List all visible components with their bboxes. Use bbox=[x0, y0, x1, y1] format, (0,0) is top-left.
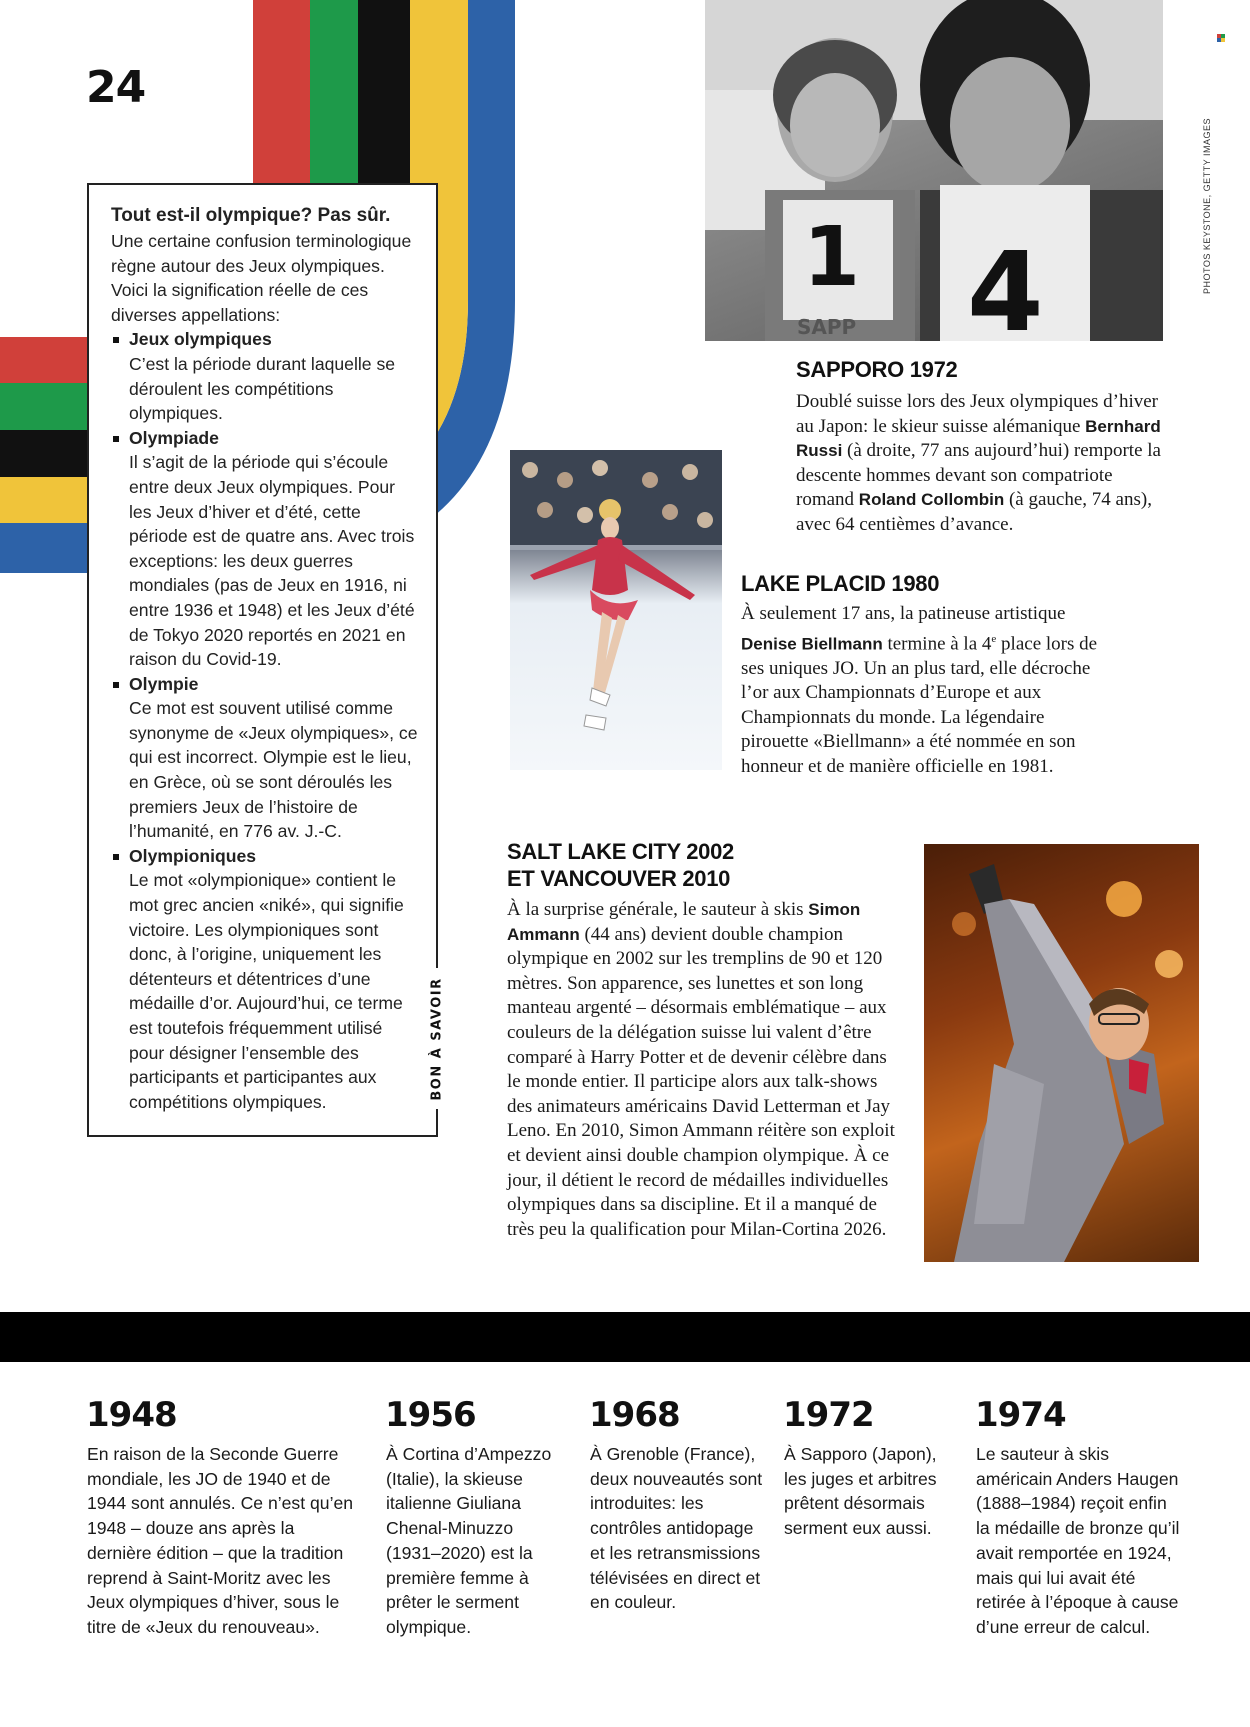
timeline-text: À Cortina d’Ampezzo (Italie), la skieuse italienne Giuliana Chenal-Minuzzo (1931–2020) est la première femme à prêter le serment olympique. bbox=[386, 1444, 552, 1637]
text-fragment: (à droite, 77 ans aujourd’hui) remporte la descente hommes devant son compatriote romand bbox=[796, 440, 1161, 511]
bib-number-right: 4 bbox=[967, 228, 1044, 341]
section-title-lake-placid: LAKE PLACID 1980 bbox=[741, 571, 940, 596]
name-simon-ammann: Simon Ammann bbox=[507, 900, 861, 944]
bib-number-left: 1 bbox=[803, 210, 861, 305]
title-line: SALT LAKE CITY 2002 bbox=[507, 839, 734, 864]
term-label: Olympiade bbox=[111, 426, 422, 451]
text-fragment: Doublé suisse lors des Jeux olympiques d’hiver au Japon: le skieur suisse alémanique bbox=[796, 391, 1159, 437]
photo-sapporo-skiers bbox=[705, 0, 1163, 341]
section-body-lake-placid bbox=[741, 602, 1111, 779]
section-title-salt-lake bbox=[507, 838, 734, 892]
term-definition: Il s’agit de la période qui s’écoule entre deux Jeux olympiques. Pour les Jeux d’hiver et d’été, cette période est de quatre ans. Avec trois exceptions: les deux guerres mondiales (pas de Jeux en 1916, ni entre 1936 et 1948) et les Jeux d’été de Tokyo 2020 reportés en 2021 en raison du Covid-19. bbox=[129, 452, 415, 670]
stripe-red-horizontal bbox=[0, 337, 90, 383]
logo-mark-icon bbox=[1217, 34, 1225, 42]
timeline-year: 1948 bbox=[86, 1395, 177, 1435]
timeline-text: À Grenoble (France), deux nouveautés sont introduites: les contrôles antidopage et les retransmissions télévisées en direct et en couleur. bbox=[590, 1444, 763, 1613]
text-fragment: (44 ans) devient double champion olympique en 2002 sur les tremplins de 90 et 120 mètres. Son apparence, ses lunettes et son long manteau argenté – désormais emblématique – aux couleurs de la délégation suisse lui valent d’être comparé à Harry Potter et de devenir célèbre dans le monde entier. Il participe alors aux talk-shows des animateurs américains David Letterman et Jay Leno. En 2010, Simon Ammann réitère son exploit et devient ainsi double champion olympique. À ce jour, il détient le record de médailles individuelles olympiques dans sa discipline. Et il a manqué de très peu la qualification pour Milan-Cortina 2026. bbox=[507, 923, 895, 1240]
info-box bbox=[87, 183, 438, 1137]
page-number: 24 bbox=[86, 62, 146, 113]
section-title-sapporo: SAPPORO 1972 bbox=[796, 357, 958, 382]
stripe-black-horizontal bbox=[0, 430, 90, 477]
list-item bbox=[111, 844, 422, 1115]
timeline-divider-bar bbox=[0, 1312, 1250, 1362]
list-item bbox=[111, 426, 422, 672]
stripe-yellow-horizontal bbox=[0, 477, 90, 523]
superscript-e: e bbox=[991, 632, 997, 645]
skater-photo-illustration bbox=[510, 450, 722, 770]
sapporo-paragraph bbox=[796, 390, 1166, 538]
photo-credit-text: PHOTOS KEYSTONE, GETTY IMAGES bbox=[1202, 117, 1212, 294]
info-box-list bbox=[111, 327, 422, 1114]
info-box-intro: Une certaine confusion terminologique règne autour des Jeux olympiques. Voici la signification réelle de ces diverses appellations: bbox=[111, 231, 412, 325]
info-box-title: Tout est-il olympique? Pas sûr. bbox=[111, 205, 391, 226]
ammann-photo-illustration bbox=[924, 844, 1199, 1262]
name-denise-biellmann: Denise Biellmann bbox=[741, 633, 883, 653]
text-fragment: (à gauche, 74 ans), avec 64 centièmes d’avance. bbox=[796, 489, 1152, 535]
term-label: Olympioniques bbox=[111, 844, 422, 869]
timeline-year: 1956 bbox=[385, 1395, 476, 1435]
text-fragment: termine à la 4 bbox=[882, 632, 992, 654]
stripe-blue-horizontal bbox=[0, 523, 90, 573]
term-definition: Le mot «olympionique» contient le mot grec ancien «niké», qui signifie victoire. Les olympioniques sont donc, à l’origine, uniquement les détenteurs et détentrices d’une médaille d’or. Aujourd’hui, ce terme est toutefois fréquemment utilisé pour désigner l’ensemble des participants et participantes aux compétitions olympiques. bbox=[129, 870, 404, 1112]
photo-credit bbox=[1197, 118, 1217, 293]
term-label: Olympie bbox=[111, 672, 422, 697]
lake-placid-paragraph bbox=[741, 602, 1111, 779]
salt-lake-paragraph bbox=[507, 898, 905, 1242]
list-item bbox=[111, 327, 422, 425]
term-definition: Ce mot est souvent utilisé comme synonyme de «Jeux olympiques», ce qui est incorrect. Olympie est le lieu, en Grèce, où se sont déroulés les premiers Jeux de l’histoire de l’humanité, en 776 av. J.-C. bbox=[129, 698, 418, 842]
sapporo-photo-illustration bbox=[705, 0, 1163, 341]
timeline-year: 1968 bbox=[589, 1395, 680, 1435]
list-item bbox=[111, 672, 422, 844]
timeline-text: En raison de la Seconde Guerre mondiale, les JO de 1940 et de 1944 sont annulés. Ce n’est qu’en 1948 – douze ans après la dernière édition – que la tradition reprend à Saint-Moritz avec les Jeux olympiques d’hiver, sous le titre de «Jeux du renouveau». bbox=[87, 1444, 354, 1637]
sapporo-sign-text: SAPP bbox=[797, 315, 857, 339]
title-line: ET VANCOUVER 2010 bbox=[507, 866, 731, 891]
side-label-text: BON À SAVOIR bbox=[429, 976, 445, 1101]
timeline-text: À Sapporo (Japon), les juges et arbitres prêtent désormais serment eux aussi. bbox=[784, 1444, 937, 1539]
stripe-green-horizontal bbox=[0, 383, 90, 430]
bon-a-savoir-label bbox=[421, 968, 453, 1109]
section-body-salt-lake bbox=[507, 898, 905, 1242]
name-roland-collombin: Roland Collombin bbox=[858, 490, 1005, 510]
term-label: Jeux olympiques bbox=[111, 327, 422, 352]
text-fragment: place lors de ses uniques JO. Un an plus tard, elle décroche l’or aux Championnats d’Europe et aux Championnats du monde. La légendaire pirouette «Biellmann» a été nommée en son honneur et de manière officielle en 1981. bbox=[741, 632, 1098, 777]
term-definition: C’est la période durant laquelle se déroulent les compétitions olympiques. bbox=[129, 353, 396, 424]
text-fragment: À la surprise générale, le sauteur à skis bbox=[507, 899, 809, 920]
timeline-year: 1974 bbox=[975, 1395, 1066, 1435]
name-bernhard-russi: Bernhard Russi bbox=[796, 416, 1161, 461]
photo-figure-skater bbox=[510, 450, 722, 770]
timeline-year: 1972 bbox=[783, 1395, 874, 1435]
timeline-text: Le sauteur à skis américain Anders Haugen (1888–1984) reçoit enfin la médaille de bronze qu’il avait remportée en 1924, mais qui lui avait été retirée à l’époque à cause d’une erreur de calcul. bbox=[976, 1444, 1180, 1637]
text-fragment: À seulement 17 ans, la patineuse artistique bbox=[741, 603, 1066, 624]
photo-simon-ammann bbox=[924, 844, 1199, 1262]
section-body-sapporo bbox=[796, 390, 1166, 538]
